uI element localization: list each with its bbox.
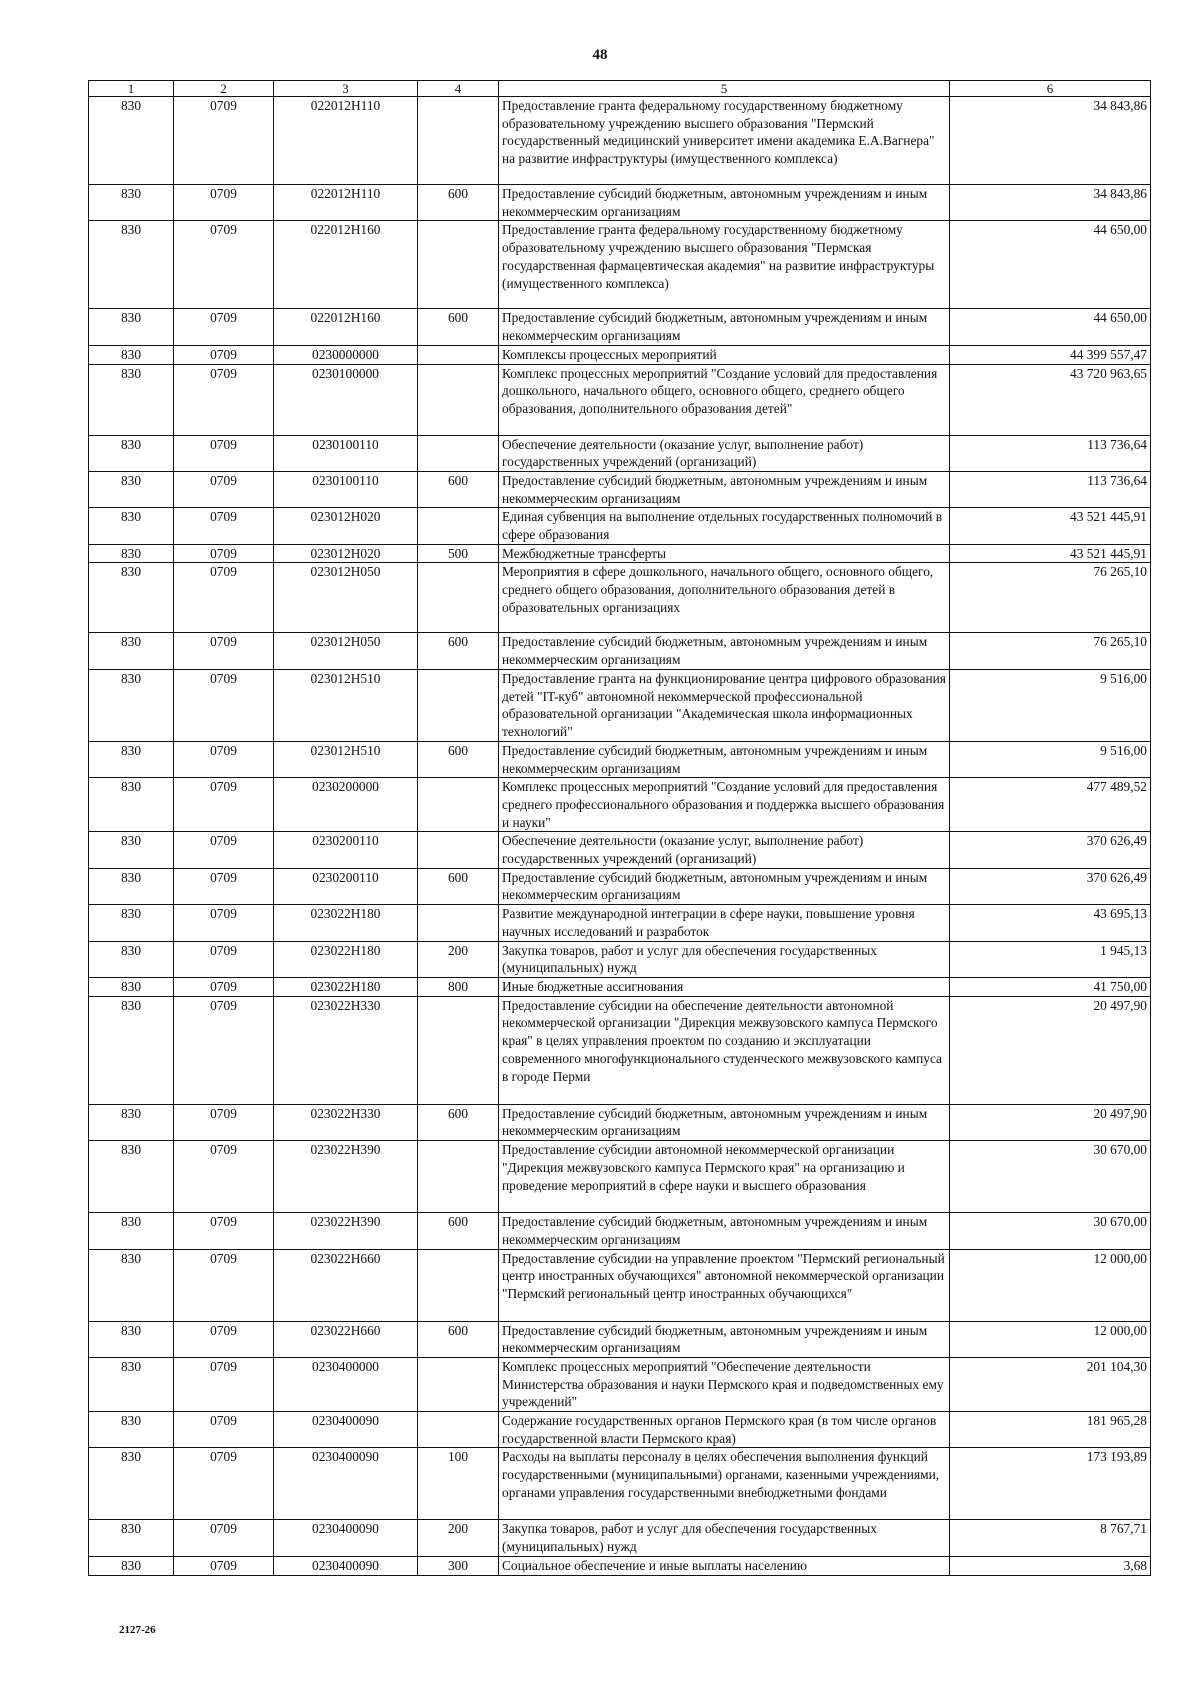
- description-cell: Предоставление гранта федеральному государственному бюджетному образовательному учреждению высшего образования "Пермская государственная фармацевтическая академия" на развитие инфраструктуры (имущественного комплекса): [499, 221, 950, 309]
- target-article-cell: 023012Н020: [274, 544, 418, 563]
- ministry-code-cell: 830: [89, 941, 174, 977]
- target-article-cell: 023012Н020: [274, 508, 418, 544]
- section-code-cell: 0709: [174, 1104, 274, 1140]
- section-code-cell: 0709: [174, 185, 274, 221]
- section-code-cell: 0709: [174, 1520, 274, 1556]
- amount-cell: 9 516,00: [950, 741, 1151, 777]
- target-article-cell: 0230100110: [274, 435, 418, 471]
- table-row: [89, 1556, 1151, 1575]
- description-cell: Закупка товаров, работ и услуг для обеспечения государственных (муниципальных) нужд: [499, 941, 950, 977]
- amount-cell: 43 720 963,65: [950, 364, 1151, 435]
- section-code-cell: 0709: [174, 669, 274, 741]
- section-code-cell: 0709: [174, 97, 274, 185]
- ministry-code-cell: 830: [89, 544, 174, 563]
- expense-type-cell: 600: [418, 1104, 499, 1140]
- table-row: [89, 563, 1151, 633]
- amount-cell: 44 650,00: [950, 221, 1151, 309]
- section-code-cell: 0709: [174, 221, 274, 309]
- expense-type-cell: 600: [418, 741, 499, 777]
- description-cell: Обеспечение деятельности (оказание услуг, выполнение работ) государственных учреждений (организаций): [499, 435, 950, 471]
- expense-type-cell: [418, 97, 499, 185]
- section-code-cell: 0709: [174, 435, 274, 471]
- section-code-cell: 0709: [174, 563, 274, 633]
- table-row: [89, 741, 1151, 777]
- amount-cell: 76 265,10: [950, 563, 1151, 633]
- amount-cell: 113 736,64: [950, 471, 1151, 507]
- ministry-code-cell: 830: [89, 633, 174, 669]
- section-code-cell: 0709: [174, 778, 274, 832]
- expense-type-cell: 600: [418, 1321, 499, 1357]
- description-cell: Предоставление субсидии на управление проектом "Пермский региональный центр иностранных обучающихся" автономной некоммерческой организации "Пермский региональный центр иностранных обучающихся": [499, 1249, 950, 1321]
- amount-cell: 76 265,10: [950, 633, 1151, 669]
- table-row: [89, 185, 1151, 221]
- table-row: [89, 1249, 1151, 1321]
- section-code-cell: 0709: [174, 868, 274, 904]
- expense-type-cell: [418, 221, 499, 309]
- table-body: [89, 97, 1151, 1576]
- target-article-cell: 023022Н390: [274, 1213, 418, 1249]
- amount-cell: 20 497,90: [950, 1104, 1151, 1140]
- column-header: 1: [89, 81, 174, 97]
- target-article-cell: 023022Н330: [274, 1104, 418, 1140]
- ministry-code-cell: 830: [89, 221, 174, 309]
- target-article-cell: 0230200000: [274, 778, 418, 832]
- target-article-cell: 022012Н110: [274, 97, 418, 185]
- table-row: [89, 508, 1151, 544]
- ministry-code-cell: 830: [89, 778, 174, 832]
- description-cell: Предоставление субсидий бюджетным, автономным учреждениям и иным некоммерческим организациям: [499, 868, 950, 904]
- amount-cell: 30 670,00: [950, 1141, 1151, 1213]
- ministry-code-cell: 830: [89, 185, 174, 221]
- ministry-code-cell: 830: [89, 741, 174, 777]
- table-row: [89, 544, 1151, 563]
- target-article-cell: 023012Н510: [274, 669, 418, 741]
- description-cell: Комплекс процессных мероприятий "Создание условий для предоставления дошкольного, начального общего, основного общего, среднего общего образования, дополнительного образования детей": [499, 364, 950, 435]
- target-article-cell: 0230200110: [274, 868, 418, 904]
- description-cell: Предоставление субсидий бюджетным, автономным учреждениям и иным некоммерческим организациям: [499, 1321, 950, 1357]
- target-article-cell: 0230100000: [274, 364, 418, 435]
- table-row: [89, 221, 1151, 309]
- description-cell: Закупка товаров, работ и услуг для обеспечения государственных (муниципальных) нужд: [499, 1520, 950, 1556]
- amount-cell: 44 399 557,47: [950, 345, 1151, 364]
- ministry-code-cell: 830: [89, 364, 174, 435]
- table-row: [89, 977, 1151, 996]
- table-row: [89, 364, 1151, 435]
- amount-cell: 43 521 445,91: [950, 544, 1151, 563]
- target-article-cell: 0230200110: [274, 832, 418, 868]
- expense-type-cell: [418, 832, 499, 868]
- target-article-cell: 0230000000: [274, 345, 418, 364]
- description-cell: Обеспечение деятельности (оказание услуг, выполнение работ) государственных учреждений (организаций): [499, 832, 950, 868]
- expense-type-cell: 600: [418, 309, 499, 345]
- target-article-cell: 023022Н660: [274, 1249, 418, 1321]
- expense-type-cell: 600: [418, 471, 499, 507]
- target-article-cell: 022012Н160: [274, 221, 418, 309]
- description-cell: Социальное обеспечение и иные выплаты населению: [499, 1556, 950, 1575]
- ministry-code-cell: 830: [89, 1249, 174, 1321]
- description-cell: Межбюджетные трансферты: [499, 544, 950, 563]
- amount-cell: 173 193,89: [950, 1448, 1151, 1520]
- table-row: [89, 996, 1151, 1104]
- table-row: [89, 1213, 1151, 1249]
- column-header: 6: [950, 81, 1151, 97]
- expense-type-cell: [418, 563, 499, 633]
- amount-cell: 370 626,49: [950, 868, 1151, 904]
- expense-type-cell: [418, 345, 499, 364]
- target-article-cell: 0230100110: [274, 471, 418, 507]
- ministry-code-cell: 830: [89, 345, 174, 364]
- description-cell: Предоставление гранта на функционирование центра цифрового образования детей "IT-куб" автономной некоммерческой профессиональной образовательной организации "Академическая школа информационных технологий": [499, 669, 950, 741]
- table-row: [89, 778, 1151, 832]
- section-code-cell: 0709: [174, 832, 274, 868]
- table-row: [89, 97, 1151, 185]
- section-code-cell: 0709: [174, 905, 274, 941]
- target-article-cell: 023012Н050: [274, 563, 418, 633]
- target-article-cell: 023022Н390: [274, 1141, 418, 1213]
- section-code-cell: 0709: [174, 1249, 274, 1321]
- description-cell: Комплекс процессных мероприятий "Обеспечение деятельности Министерства образования и науки Пермского края и подведомственных ему учреждений": [499, 1357, 950, 1411]
- target-article-cell: 023022Н180: [274, 977, 418, 996]
- description-cell: Комплекс процессных мероприятий "Создание условий для предоставления среднего профессионального образования и поддержка высшего образования и науки": [499, 778, 950, 832]
- table-row: [89, 941, 1151, 977]
- amount-cell: 12 000,00: [950, 1249, 1151, 1321]
- description-cell: Комплексы процессных мероприятий: [499, 345, 950, 364]
- description-cell: Мероприятия в сфере дошкольного, начального общего, основного общего, среднего общего образования, дополнительного образования детей в образовательных организациях: [499, 563, 950, 633]
- table-row: [89, 1448, 1151, 1520]
- document-code: 2127-26: [119, 1624, 156, 1636]
- amount-cell: 43 521 445,91: [950, 508, 1151, 544]
- description-cell: Предоставление субсидий бюджетным, автономным учреждениям и иным некоммерческим организациям: [499, 309, 950, 345]
- section-code-cell: 0709: [174, 508, 274, 544]
- target-article-cell: 023012Н050: [274, 633, 418, 669]
- target-article-cell: 0230400090: [274, 1520, 418, 1556]
- target-article-cell: 0230400090: [274, 1448, 418, 1520]
- table-row: [89, 309, 1151, 345]
- description-cell: Предоставление субсидии автономной некоммерческой организации "Дирекция межвузовского кампуса Пермского края" на организацию и проведение мероприятий в сфере науки и высшего образования: [499, 1141, 950, 1213]
- ministry-code-cell: 830: [89, 996, 174, 1104]
- column-header: 5: [499, 81, 950, 97]
- section-code-cell: 0709: [174, 1448, 274, 1520]
- ministry-code-cell: 830: [89, 669, 174, 741]
- description-cell: Развитие международной интеграции в сфере науки, повышение уровня научных исследований и разработок: [499, 905, 950, 941]
- table-row: [89, 633, 1151, 669]
- description-cell: Предоставление субсидий бюджетным, автономным учреждениям и иным некоммерческим организациям: [499, 185, 950, 221]
- expense-type-cell: [418, 1249, 499, 1321]
- ministry-code-cell: 830: [89, 508, 174, 544]
- page-number: 48: [592, 47, 608, 63]
- amount-cell: 44 650,00: [950, 309, 1151, 345]
- ministry-code-cell: 830: [89, 1321, 174, 1357]
- section-code-cell: 0709: [174, 741, 274, 777]
- amount-cell: 30 670,00: [950, 1213, 1151, 1249]
- amount-cell: 41 750,00: [950, 977, 1151, 996]
- expense-type-cell: 100: [418, 1448, 499, 1520]
- table-row: [89, 471, 1151, 507]
- target-article-cell: 0230400000: [274, 1357, 418, 1411]
- description-cell: Иные бюджетные ассигнования: [499, 977, 950, 996]
- expense-type-cell: [418, 1357, 499, 1411]
- expense-type-cell: [418, 669, 499, 741]
- column-header: 2: [174, 81, 274, 97]
- amount-cell: 12 000,00: [950, 1321, 1151, 1357]
- table-row: [89, 905, 1151, 941]
- ministry-code-cell: 830: [89, 1141, 174, 1213]
- expense-type-cell: 500: [418, 544, 499, 563]
- ministry-code-cell: 830: [89, 1412, 174, 1448]
- amount-cell: 113 736,64: [950, 435, 1151, 471]
- table-row: [89, 832, 1151, 868]
- ministry-code-cell: 830: [89, 868, 174, 904]
- column-header: 3: [274, 81, 418, 97]
- description-cell: Содержание государственных органов Пермского края (в том числе органов государственной власти Пермского края): [499, 1412, 950, 1448]
- expense-type-cell: 200: [418, 941, 499, 977]
- ministry-code-cell: 830: [89, 1104, 174, 1140]
- description-cell: Расходы на выплаты персоналу в целях обеспечения выполнения функций государственными (муниципальными) органами, казенными учреждениями, органами управления государственными внебюджетными фондами: [499, 1448, 950, 1520]
- amount-cell: 477 489,52: [950, 778, 1151, 832]
- description-cell: Предоставление субсидий бюджетным, автономным учреждениям и иным некоммерческим организациям: [499, 1213, 950, 1249]
- target-article-cell: 023022Н180: [274, 941, 418, 977]
- target-article-cell: 023022Н660: [274, 1321, 418, 1357]
- target-article-cell: 0230400090: [274, 1556, 418, 1575]
- expense-type-cell: 600: [418, 185, 499, 221]
- table-row: [89, 1357, 1151, 1411]
- description-cell: Единая субвенция на выполнение отдельных государственных полномочий в сфере образования: [499, 508, 950, 544]
- amount-cell: 34 843,86: [950, 97, 1151, 185]
- description-cell: Предоставление субсидий бюджетным, автономным учреждениям и иным некоммерческим организациям: [499, 741, 950, 777]
- table-row: [89, 669, 1151, 741]
- expense-type-cell: 600: [418, 633, 499, 669]
- ministry-code-cell: 830: [89, 563, 174, 633]
- ministry-code-cell: 830: [89, 1213, 174, 1249]
- target-article-cell: 023012Н510: [274, 741, 418, 777]
- amount-cell: 20 497,90: [950, 996, 1151, 1104]
- target-article-cell: 0230400090: [274, 1412, 418, 1448]
- ministry-code-cell: 830: [89, 97, 174, 185]
- description-cell: Предоставление гранта федеральному государственному бюджетному образовательному учреждению высшего образования "Пермский государственный медицинский университет имени академика Е.А.Вагнера" на развитие инфраструктуры (имущественного комплекса): [499, 97, 950, 185]
- target-article-cell: 023022Н330: [274, 996, 418, 1104]
- target-article-cell: 022012Н110: [274, 185, 418, 221]
- amount-cell: 370 626,49: [950, 832, 1151, 868]
- section-code-cell: 0709: [174, 1556, 274, 1575]
- expense-type-cell: [418, 435, 499, 471]
- ministry-code-cell: 830: [89, 977, 174, 996]
- section-code-cell: 0709: [174, 1213, 274, 1249]
- table-row: [89, 1520, 1151, 1556]
- ministry-code-cell: 830: [89, 1556, 174, 1575]
- section-code-cell: 0709: [174, 544, 274, 563]
- section-code-cell: 0709: [174, 1321, 274, 1357]
- ministry-code-cell: 830: [89, 1357, 174, 1411]
- table-row: [89, 345, 1151, 364]
- description-cell: Предоставление субсидий бюджетным, автономным учреждениям и иным некоммерческим организациям: [499, 633, 950, 669]
- expense-type-cell: 300: [418, 1556, 499, 1575]
- section-code-cell: 0709: [174, 1412, 274, 1448]
- expense-type-cell: 200: [418, 1520, 499, 1556]
- budget-table: [88, 80, 1151, 1576]
- section-code-cell: 0709: [174, 471, 274, 507]
- table-row: [89, 1412, 1151, 1448]
- expense-type-cell: [418, 778, 499, 832]
- section-code-cell: 0709: [174, 309, 274, 345]
- amount-cell: 34 843,86: [950, 185, 1151, 221]
- amount-cell: 43 695,13: [950, 905, 1151, 941]
- expense-type-cell: [418, 364, 499, 435]
- ministry-code-cell: 830: [89, 309, 174, 345]
- amount-cell: 201 104,30: [950, 1357, 1151, 1411]
- target-article-cell: 022012Н160: [274, 309, 418, 345]
- description-cell: Предоставление субсидий бюджетным, автономным учреждениям и иным некоммерческим организациям: [499, 471, 950, 507]
- expense-type-cell: 600: [418, 868, 499, 904]
- section-code-cell: 0709: [174, 996, 274, 1104]
- ministry-code-cell: 830: [89, 471, 174, 507]
- table-row: [89, 435, 1151, 471]
- ministry-code-cell: 830: [89, 1448, 174, 1520]
- expense-type-cell: [418, 1412, 499, 1448]
- expense-type-cell: [418, 1141, 499, 1213]
- ministry-code-cell: 830: [89, 832, 174, 868]
- expense-type-cell: 600: [418, 1213, 499, 1249]
- section-code-cell: 0709: [174, 633, 274, 669]
- expense-type-cell: [418, 996, 499, 1104]
- ministry-code-cell: 830: [89, 1520, 174, 1556]
- section-code-cell: 0709: [174, 364, 274, 435]
- target-article-cell: 023022Н180: [274, 905, 418, 941]
- header-row: [89, 81, 1151, 97]
- table-row: [89, 1141, 1151, 1213]
- amount-cell: 1 945,13: [950, 941, 1151, 977]
- expense-type-cell: [418, 508, 499, 544]
- expense-type-cell: 800: [418, 977, 499, 996]
- table-row: [89, 1321, 1151, 1357]
- section-code-cell: 0709: [174, 941, 274, 977]
- amount-cell: 8 767,71: [950, 1520, 1151, 1556]
- section-code-cell: 0709: [174, 345, 274, 364]
- section-code-cell: 0709: [174, 977, 274, 996]
- description-cell: Предоставление субсидий бюджетным, автономным учреждениям и иным некоммерческим организациям: [499, 1104, 950, 1140]
- column-header: 4: [418, 81, 499, 97]
- table-row: [89, 868, 1151, 904]
- amount-cell: 9 516,00: [950, 669, 1151, 741]
- expense-type-cell: [418, 905, 499, 941]
- amount-cell: 3,68: [950, 1556, 1151, 1575]
- section-code-cell: 0709: [174, 1357, 274, 1411]
- ministry-code-cell: 830: [89, 435, 174, 471]
- ministry-code-cell: 830: [89, 905, 174, 941]
- description-cell: Предоставление субсидии на обеспечение деятельности автономной некоммерческой организации "Дирекция межвузовского кампуса Пермского края" в целях управления проектом по созданию и эксплуатации современного многофункционального студенческого межвузовского кампуса в городе Перми: [499, 996, 950, 1104]
- amount-cell: 181 965,28: [950, 1412, 1151, 1448]
- table-row: [89, 1104, 1151, 1140]
- section-code-cell: 0709: [174, 1141, 274, 1213]
